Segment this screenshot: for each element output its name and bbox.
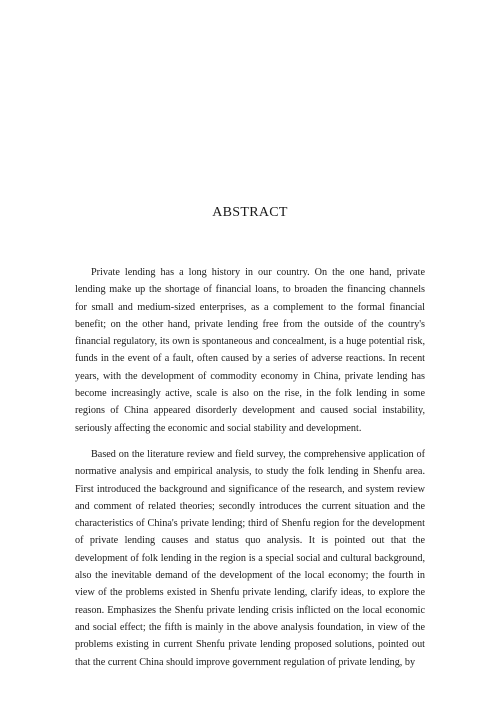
abstract-paragraph-2: Based on the literature review and field survey, the comprehensive application of normative analysis and empirical analysis, to study the folk lending in Shenfu area. First introduced the background and significance of the research, and system review and comment of related theories; secondly introduces the current situation and the characteristics of China's private lending; third of Shenfu region for the development of private lending causes and status quo analysis. It is pointed out that the development of folk lending in the region is a special social and cultural background, also the inevitable demand of the development of the local economy; the fourth in view of the problems existed in Shenfu private lending, clarify ideas, to explore the reason. Emphasizes the Shenfu private lending crisis inflicted on the local economic and social effect; the fifth is mainly in the above analysis foundation, in view of the problems existing in current Shenfu private lending proposed solutions, pointed out that the current China should improve government regulation of private lending, by: [75, 448, 425, 668]
abstract-body: [75, 264, 425, 671]
abstract-title: ABSTRACT: [212, 205, 288, 220]
abstract-paragraph-1: Private lending has a long history in our country. On the one hand, private lending make up the shortage of financial loans, to broaden the financing channels for small and medium-sized enterprises, as a complement to the formal financial benefit; on the other hand, private lending free from the outside of the country's financial regulatory, its own is spontaneous and concealment, is a huge potential risk, funds in the event of a fault, often caused by a series of adverse reactions. In recent years, with the development of commodity economy in China, private lending has become increasingly active, scale is also on the rise, in the folk lending in some regions of China appeared disorderly development and caused social instability, seriously affecting the economic and social stability and development.: [75, 267, 425, 434]
